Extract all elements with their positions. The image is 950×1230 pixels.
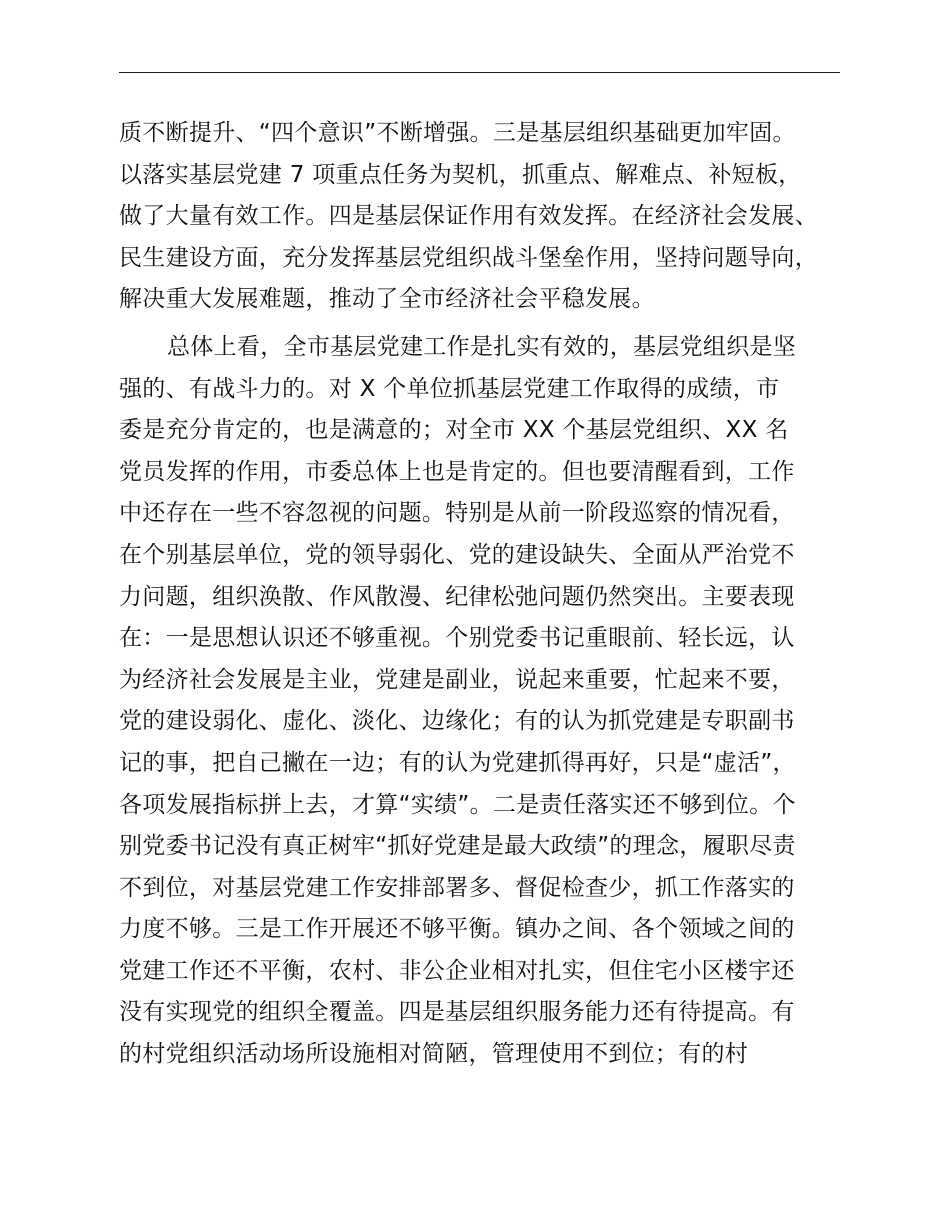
paragraph-2 <box>119 327 859 1076</box>
text-line: 别党委书记没有真正树牢“抓好党建是最大政绩”的理念，履职尽责 <box>119 833 796 860</box>
text-line: 党员发挥的作用，市委总体上也是肯定的。但也要清醒看到，工作 <box>119 458 795 485</box>
text-line: 解决重大发展难题，推动了全市经济社会平稳发展。 <box>119 286 655 313</box>
text-line: 没有实现党的组织全覆盖。四是基层组织服务能力还有待提高。有 <box>119 999 795 1026</box>
text-line: 在：一是思想认识还不够重视。个别党委书记重眼前、轻长远，认 <box>119 625 795 652</box>
body-text <box>119 113 859 1076</box>
text-line: 各项发展指标拼上去，才算“实绩”。二是责任落实还不够到位。个 <box>119 791 796 818</box>
text-line: 力度不够。三是工作开展还不够平衡。镇办之间、各个领域之间的 <box>119 916 795 943</box>
text-line: 为经济社会发展是主业，党建是副业，说起来重要，忙起来不要， <box>119 666 795 693</box>
text-line: 记的事，把自己撇在一边；有的认为党建抓得再好，只是“虚活”， <box>119 749 796 776</box>
text-line: 总体上看，全市基层党建工作是扎实有效的，基层党组织是坚 <box>167 333 797 360</box>
text-line: 不到位，对基层党建工作安排部署多、督促检查少，抓工作落实的 <box>119 874 795 901</box>
text-line: 做了大量有效工作。四是基层保证作用有效发挥。在经济社会发展、 <box>119 203 818 230</box>
text-line: 力问题，组织涣散、作风散漫、纪律松弛问题仍然突出。主要表现 <box>119 583 795 610</box>
text-line: 以落实基层党建 7 项重点任务为契机，抓重点、解难点、补短板， <box>119 161 802 188</box>
text-line: 中还存在一些不容忽视的问题。特别是从前一阶段巡察的情况看， <box>119 500 795 527</box>
text-line: 民生建设方面，充分发挥基层党组织战斗堡垒作用，坚持问题导向， <box>119 244 818 271</box>
text-line: 党的建设弱化、虚化、淡化、边缘化；有的认为抓党建是专职副书 <box>119 708 795 735</box>
text-line: 党建工作还不平衡，农村、非公企业相对扎实，但住宅小区楼宇还 <box>119 957 795 984</box>
text-line: 强的、有战斗力的。对 X 个单位抓基层党建工作取得的成绩，市 <box>119 375 780 402</box>
header-rule <box>119 72 840 73</box>
paragraph-1 <box>119 113 859 321</box>
text-line: 的村党组织活动场所设施相对简陋，管理使用不到位；有的村 <box>119 1041 749 1068</box>
text-line: 在个别基层单位，党的领导弱化、党的建设缺失、全面从严治党不 <box>119 541 795 568</box>
text-line: 委是充分肯定的，也是满意的；对全市 XX 个基层党组织、XX 名 <box>119 417 789 444</box>
text-line: 质不断提升、“四个意识”不断增强。三是基层组织基础更加牢固。 <box>119 120 796 146</box>
